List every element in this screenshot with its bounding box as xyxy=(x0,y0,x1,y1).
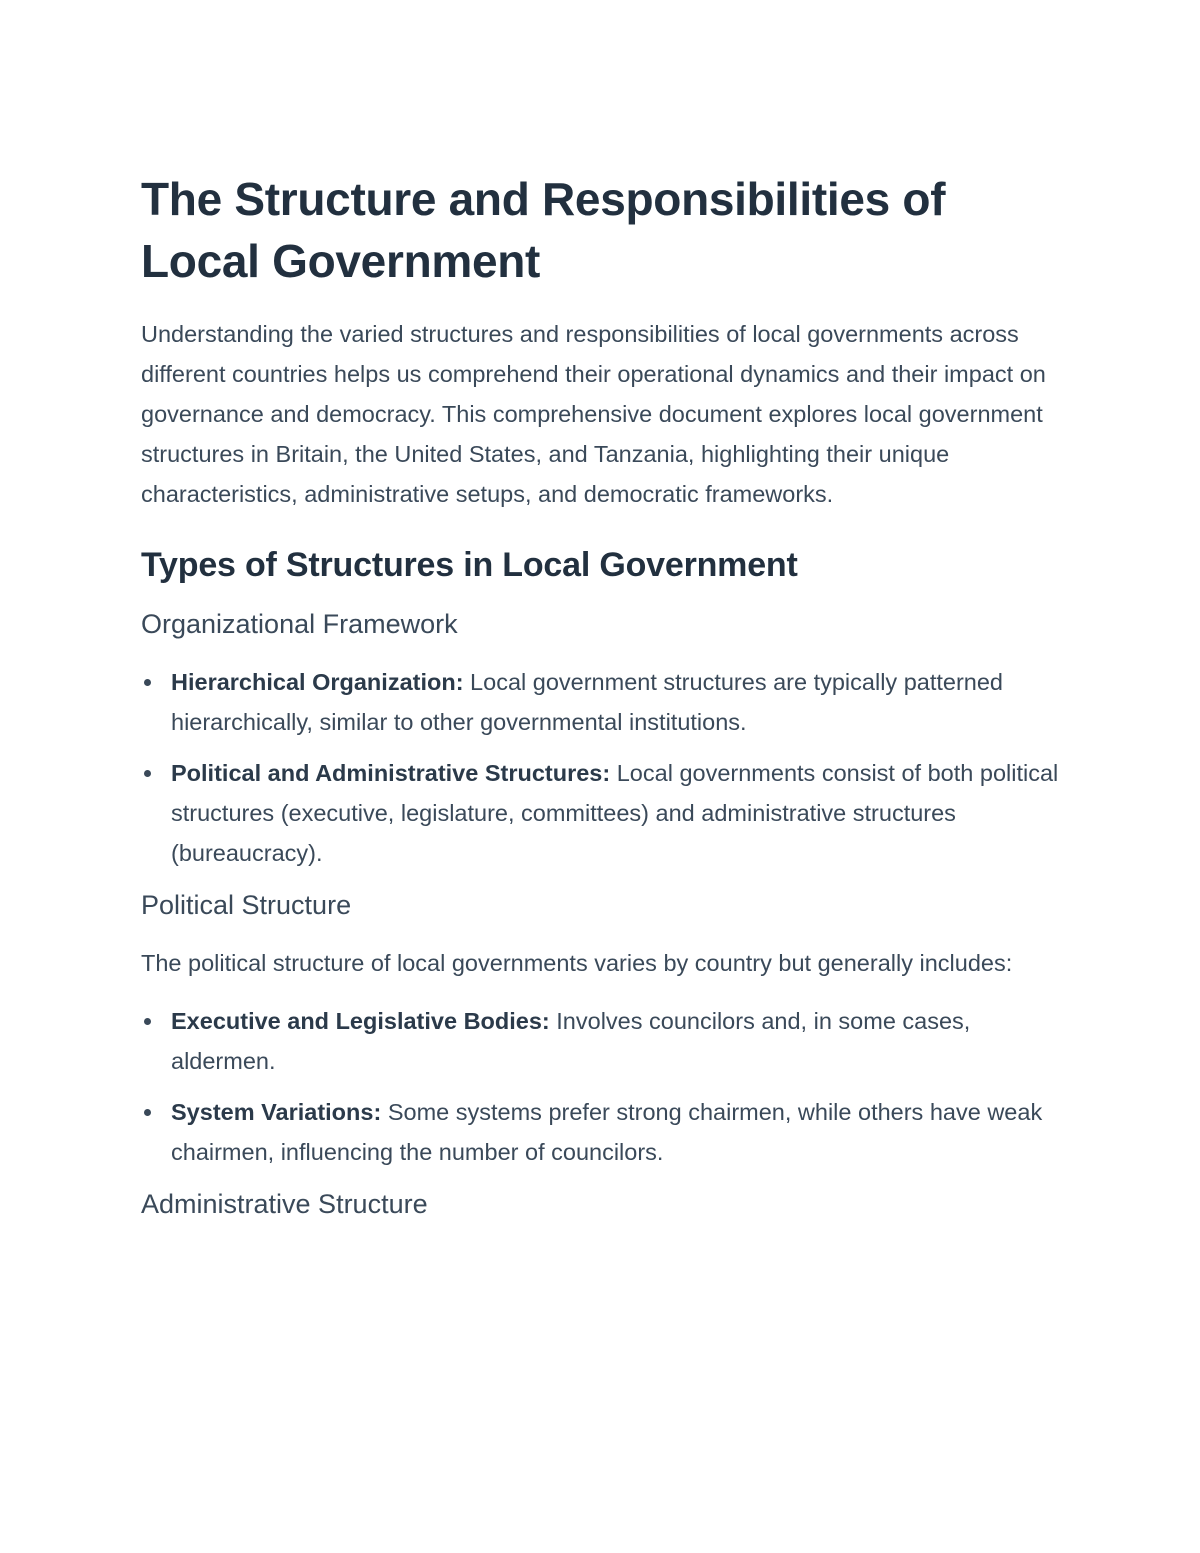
list-item xyxy=(141,1001,1066,1081)
list-item-text: Local governments consist of both political structures (executive, legislature, committees) and administrative structures (bureaucracy). xyxy=(171,760,1059,866)
list-item-term: System Variations: xyxy=(171,1099,382,1125)
list-item-term: Political and Administrative Structures: xyxy=(171,760,611,786)
list-item xyxy=(141,753,1066,873)
section-heading-types-of-structures: Types of Structures in Local Government xyxy=(141,546,798,584)
bullet-icon xyxy=(144,1109,151,1116)
subheading-political-structure: Political Structure xyxy=(141,890,352,920)
subheading-administrative-structure: Administrative Structure xyxy=(141,1189,428,1219)
intro-paragraph: Understanding the varied structures and responsibilities of local governments across different countries helps us comprehend their operational dynamics and their impact on governance and democracy. This comprehensive document explores local government structures in Britain, the United States, and Tanzania, highlighting their unique characteristics, administrative setups, and democratic frameworks. xyxy=(141,321,1046,507)
bullet-icon xyxy=(144,679,151,686)
list-item-text: Involves councilors and, in some cases, aldermen. xyxy=(171,1008,971,1074)
bullet-icon xyxy=(144,1018,151,1025)
list-item-term: Executive and Legislative Bodies: xyxy=(171,1008,550,1034)
political-structure-list xyxy=(141,1001,1066,1172)
list-item xyxy=(141,662,1066,742)
list-item-text: Local government structures are typically patterned hierarchically, similar to other governmental institutions. xyxy=(171,669,1003,735)
subheading-organizational-framework: Organizational Framework xyxy=(141,609,458,639)
list-item-text: Some systems prefer strong chairmen, while others have weak chairmen, influencing the number of councilors. xyxy=(171,1099,1043,1165)
list-item xyxy=(141,1092,1066,1172)
document-page xyxy=(141,168,1066,1224)
document-title: The Structure and Responsibilities of Local Government xyxy=(141,173,946,287)
list-item-term: Hierarchical Organization: xyxy=(171,669,464,695)
bullet-icon xyxy=(144,770,151,777)
organizational-framework-list xyxy=(141,662,1066,873)
political-structure-lead: The political structure of local governments varies by country but generally includes: xyxy=(141,950,1013,976)
